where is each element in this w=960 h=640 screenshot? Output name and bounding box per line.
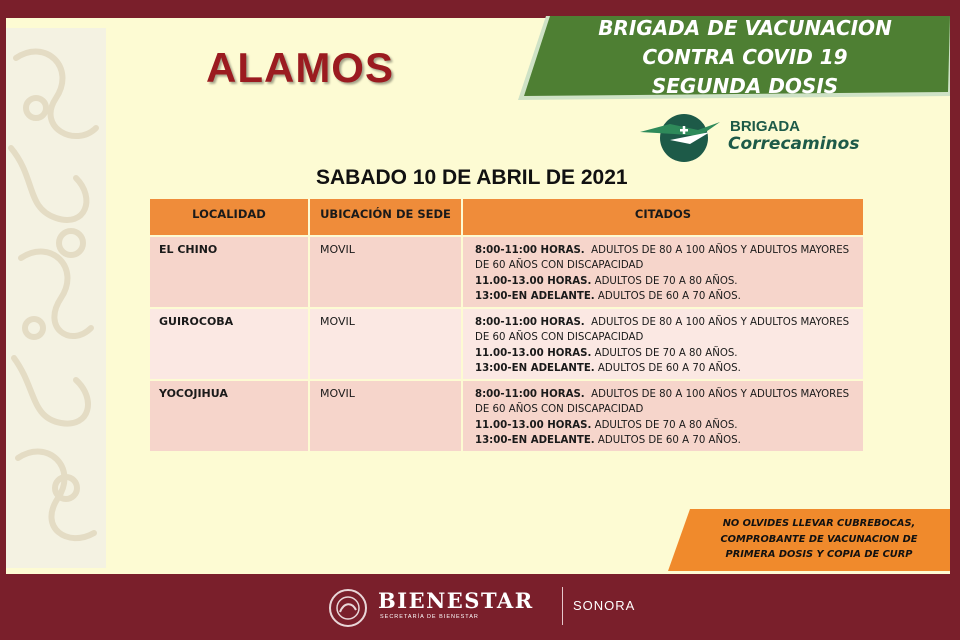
time-range: 11.00-13.00 HORAS. — [475, 419, 592, 431]
table-row — [150, 379, 863, 451]
reminder-line-3: PRIMERA DOSIS Y COPIA DE CURP — [725, 549, 913, 560]
reminder-text — [688, 516, 950, 563]
locality-cell: EL CHINO — [150, 237, 310, 307]
locality-cell: YOCOJIHUA — [150, 381, 310, 451]
schedule-cell — [463, 309, 863, 379]
age-group: DE 60 AÑOS CON DISCAPACIDAD — [475, 260, 644, 272]
site-cell: MOVIL — [310, 381, 463, 451]
schedule-cell — [463, 237, 863, 307]
site-cell: MOVIL — [310, 309, 463, 379]
time-range: 11.00-13.00 HORAS. — [475, 275, 592, 287]
age-group: ADULTOS DE 70 A 80 AÑOS. — [594, 347, 738, 359]
age-group: ADULTOS DE 60 A 70 AÑOS. — [597, 434, 741, 446]
schedule-table — [150, 199, 863, 451]
footer-subtitle: SECRETARÍA DE BIENESTAR — [380, 614, 479, 620]
footer-divider — [562, 587, 563, 625]
time-range: 8:00-11:00 HORAS. — [475, 245, 585, 256]
municipality-title: ALAMOS — [206, 44, 394, 91]
reminder-line-2: COMPROBANTE DE VACUNACION DE — [720, 533, 918, 545]
footer-region: SONORA — [573, 598, 636, 613]
ornament-pattern-icon — [6, 28, 106, 568]
footer-brand: BIENESTAR — [378, 588, 534, 613]
age-group: ADULTOS DE 60 A 70 AÑOS. — [597, 362, 741, 374]
time-range: 11.00-13.00 HORAS. — [475, 347, 592, 359]
time-range: 8:00-11:00 HORAS. — [475, 389, 585, 400]
header-ubicacion: UBICACIÓN DE SEDE — [310, 199, 463, 235]
reminder-line-1: NO OLVIDES LLEVAR CUBREBOCAS, — [722, 518, 916, 529]
date-heading: SABADO 10 DE ABRIL DE 2021 — [316, 166, 628, 189]
ornament-strip — [6, 28, 106, 568]
age-group: ADULTOS DE 60 A 70 AÑOS. — [597, 290, 741, 302]
age-group: DE 60 AÑOS CON DISCAPACIDAD — [475, 332, 644, 344]
header-citados: CITADOS — [463, 199, 863, 235]
banner-line-3: SEGUNDA DOSIS — [651, 74, 839, 98]
banner-line-2: CONTRA COVID 19 — [642, 45, 848, 69]
age-group: DE 60 AÑOS CON DISCAPACIDAD — [475, 404, 644, 416]
locality-cell: GUIROCOBA — [150, 309, 310, 379]
table-row — [150, 235, 863, 307]
age-group: ADULTOS DE 70 A 80 AÑOS. — [594, 419, 738, 431]
header-localidad: LOCALIDAD — [150, 199, 310, 235]
time-range: 13:00-EN ADELANTE. — [475, 290, 595, 302]
mexico-coat-of-arms-icon — [328, 588, 368, 628]
schedule-cell — [463, 381, 863, 451]
table-header — [150, 199, 863, 235]
age-group: ADULTOS DE 70 A 80 AÑOS. — [594, 275, 738, 287]
time-range: 13:00-EN ADELANTE. — [475, 434, 595, 446]
table-row — [150, 307, 863, 379]
age-group: ADULTOS DE 80 A 100 AÑOS Y ADULTOS MAYORES — [591, 317, 850, 328]
age-group: ADULTOS DE 80 A 100 AÑOS Y ADULTOS MAYORES — [591, 245, 850, 256]
logo-correcaminos-text: Correcaminos — [728, 134, 860, 154]
site-cell: MOVIL — [310, 237, 463, 307]
logo-brigada-text: BRIGADA — [730, 118, 800, 135]
age-group: ADULTOS DE 80 A 100 AÑOS Y ADULTOS MAYORES — [591, 389, 850, 400]
time-range: 8:00-11:00 HORAS. — [475, 317, 585, 328]
banner-line-1: BRIGADA DE VACUNACION — [598, 16, 892, 40]
time-range: 13:00-EN ADELANTE. — [475, 362, 595, 374]
banner-text — [540, 14, 950, 101]
